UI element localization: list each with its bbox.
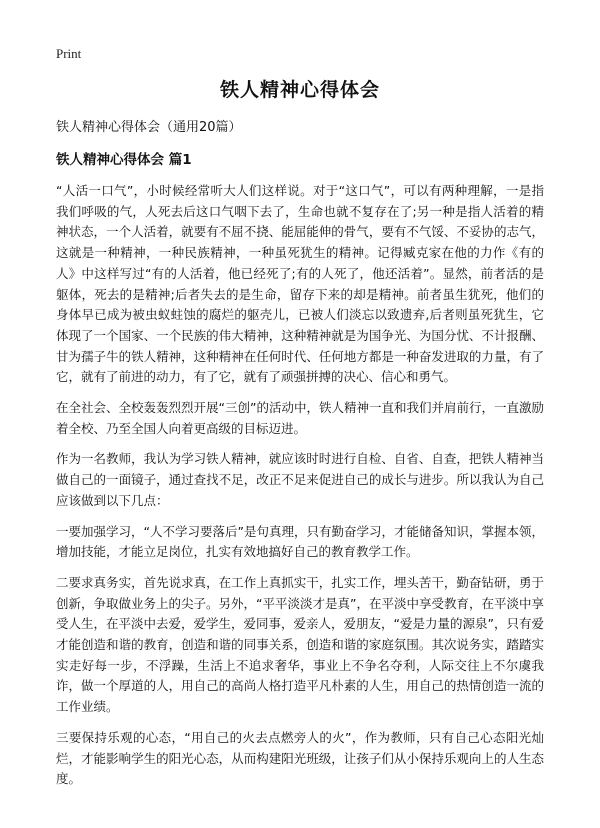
document-subtitle: 铁人精神心得体会（通用20篇）	[56, 120, 242, 135]
paragraph: 在全社会、全校轰轰烈烈开展“三创”的活动中，铁人精神一直和我们并肩前行，一直激励着全校、乃至全国人向着更高级的目标迈进。	[56, 400, 544, 436]
section-heading: 铁人精神心得体会 篇1	[56, 152, 192, 168]
document-page	[56, 76, 544, 790]
paragraph: 二要求真务实，首先说求真，在工作上真抓实干，扎实工作，埋头苦干，勤奋钻研，勇于创新，争取做业务上的尖子。另外，“平平淡淡才是真”，在平淡中享受教育，在平淡中享受人生，在平淡中去爱，爱学生，爱同事，爱亲人，爱朋友，“爱是力量的源泉”，只有爱才能创造和谐的教育，创造和谐的同事关系，创造和谐的家庭氛围。其次说务实，踏踏实实走好每一步，不浮躁，生活上不追求奢华，事业上不争名夺利，人际交往上不尔虞我诈，做一个厚道的人，用自己的高尚人格打造平凡朴素的人生，用自己的热情创造一流的工作业绩。	[56, 574, 544, 715]
paragraph: 一要加强学习，“人不学习要落后”是句真理，只有勤奋学习，才能储备知识，掌握本领，增加技能，才能立足岗位，扎实有效地搞好自己的教育教学工作。	[56, 523, 544, 560]
print-link[interactable]: Print	[56, 46, 82, 61]
paragraph: “人活一口气”，小时候经常听大人们这样说。对于“这口气”，可以有两种理解，一是指我们呼吸的气，人死去后这口气咽下去了，生命也就不复存在了;另一种是指人活着的精神状态，一个人活着，就要有不屈不挠、能屈能伸的骨气，要有不气馁、不妥协的志气，这就是一种精神，一种民族精神，一种虽死犹生的精神。记得臧克家在他的力作《有的人》中这样写过“有的人活着，他已经死了;有的人死了，他还活着”。显然，前者活的是躯体，死去的是精神;后者失去的是生命，留存下来的却是精神。前者虽生犹死，他们的身体早已成为被虫蚁蛀蚀的腐烂的躯壳儿，已被人们淡忘以致遗弃,后者则虽死犹生，它体现了一个国家、一个民族的伟大精神，这种精神就是为国争光、为国分忧、不计报酬、甘为孺子牛的铁人精神，这种精神在任何时代、任何地方都是一种奋发进取的力量，有了它，就有了前进的动力，有了它，就有了顽强拼搏的决心、信心和勇气。	[56, 183, 544, 385]
paragraph: 作为一名教师，我认为学习铁人精神，就应该时时进行自检、自省、自查，把铁人精神当做自己的一面镜子，通过查找不足，改正不足来促进自己的成长与进步。所以我认为自己应该做到以下几点：	[56, 451, 544, 508]
paragraph: 三要保持乐观的心态，“用自己的火去点燃旁人的火”，作为教师，只有自己心态阳光灿烂，才能影响学生的阳光心态，从而构建阳光班级，让孩子们从小保持乐观向上的人生态度。	[56, 729, 544, 787]
document-title: 铁人精神心得体会	[219, 79, 380, 101]
